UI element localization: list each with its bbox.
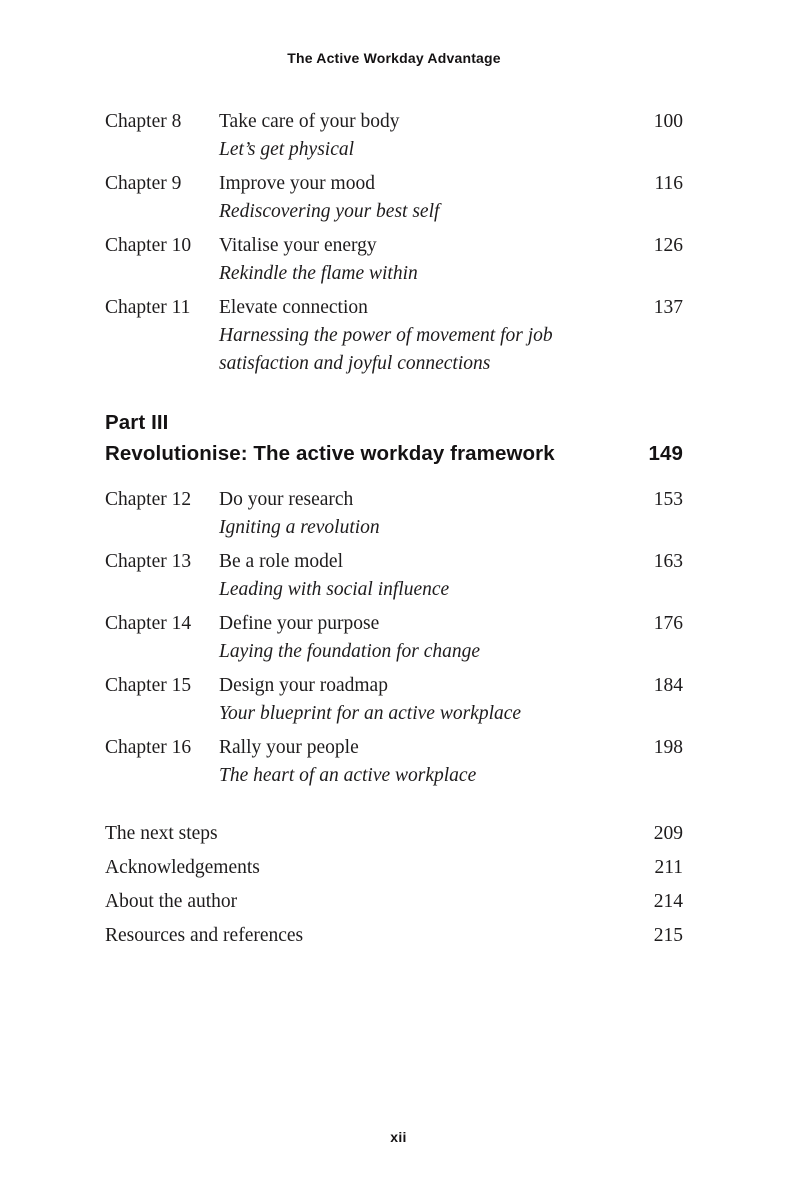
toc-entry: [105, 486, 683, 542]
back-matter-page-number: 211: [654, 857, 683, 878]
chapter-subtitle: Rediscovering your best self: [219, 201, 440, 222]
back-matter-entry: [105, 922, 683, 950]
chapter-title: Improve your mood: [219, 173, 375, 194]
toc-entry: [105, 108, 683, 164]
chapter-subtitle: Leading with social influence: [219, 579, 450, 600]
toc-entry: [105, 672, 683, 728]
running-head: The Active Workday Advantage: [287, 50, 501, 66]
chapter-label: Chapter 8: [105, 111, 182, 132]
chapter-title: Elevate connection: [219, 297, 368, 318]
back-matter-title: Acknowledgements: [105, 857, 260, 878]
chapter-label: Chapter 11: [105, 297, 191, 318]
chapter-page-number: 137: [653, 297, 683, 318]
chapter-subtitle: Let’s get physical: [219, 139, 355, 160]
toc-entry: [105, 294, 683, 378]
chapter-subtitle: Igniting a revolution: [219, 517, 380, 538]
toc-entry: [105, 232, 683, 288]
chapter-label: Chapter 10: [105, 235, 192, 256]
part-page-number: 149: [648, 442, 683, 465]
chapter-label: Chapter 16: [105, 737, 192, 758]
chapter-title: Rally your people: [219, 737, 359, 758]
part-kicker: Part III: [105, 411, 169, 434]
folio-page-number: xii: [390, 1129, 407, 1145]
toc-entry: [105, 548, 683, 604]
part-title-row: [105, 438, 683, 469]
chapter-title: Vitalise your energy: [219, 235, 377, 256]
chapter-label: Chapter 9: [105, 173, 182, 194]
chapter-text: [219, 170, 627, 226]
chapter-text: [219, 232, 627, 288]
part-heading: [105, 407, 683, 469]
part-title: Revolutionise: The active workday framework: [105, 442, 555, 465]
chapter-text: [219, 548, 627, 604]
chapter-text: [219, 108, 627, 164]
chapter-title: Do your research: [219, 489, 354, 510]
toc-section-part2: [105, 108, 683, 378]
chapter-title: Take care of your body: [219, 111, 400, 132]
back-matter-page-number: 209: [653, 823, 683, 844]
chapter-subtitle: The heart of an active workplace: [219, 765, 477, 786]
toc-entry: [105, 610, 683, 666]
chapter-label: Chapter 15: [105, 675, 192, 696]
chapter-page-number: 116: [654, 173, 683, 194]
chapter-title: Be a role model: [219, 551, 343, 572]
back-matter-page-number: 214: [653, 891, 683, 912]
chapter-subtitle: Harnessing the power of movement for job satisfaction and joyful connections: [219, 325, 553, 374]
chapter-text: [219, 294, 627, 378]
chapter-text: [219, 734, 627, 790]
toc-section-part3: [105, 486, 683, 790]
chapter-label: Chapter 12: [105, 489, 192, 510]
chapter-page-number: 126: [653, 235, 683, 256]
chapter-page-number: 176: [653, 613, 683, 634]
chapter-page-number: 153: [653, 489, 683, 510]
table-of-contents: [105, 108, 683, 956]
back-matter-title: Resources and references: [105, 925, 304, 946]
back-matter-entry: [105, 888, 683, 916]
back-matter-title: About the author: [105, 891, 238, 912]
back-matter-title: The next steps: [105, 823, 218, 844]
chapter-page-number: 184: [653, 675, 683, 696]
chapter-page-number: 198: [653, 737, 683, 758]
back-matter-entry: [105, 854, 683, 882]
chapter-label: Chapter 14: [105, 613, 192, 634]
chapter-page-number: 100: [653, 111, 683, 132]
chapter-page-number: 163: [653, 551, 683, 572]
back-matter-entry: [105, 820, 683, 848]
toc-section-back-matter: [105, 820, 683, 950]
back-matter-page-number: 215: [653, 925, 683, 946]
chapter-title: Define your purpose: [219, 613, 380, 634]
chapter-subtitle: Rekindle the flame within: [219, 263, 418, 284]
chapter-subtitle: Laying the foundation for change: [219, 641, 481, 662]
chapter-label: Chapter 13: [105, 551, 192, 572]
chapter-subtitle: Your blueprint for an active workplace: [219, 703, 522, 724]
chapter-text: [219, 672, 627, 728]
toc-entry: [105, 170, 683, 226]
chapter-text: [219, 610, 627, 666]
chapter-title: Design your roadmap: [219, 675, 388, 696]
chapter-text: [219, 486, 627, 542]
toc-entry: [105, 734, 683, 790]
